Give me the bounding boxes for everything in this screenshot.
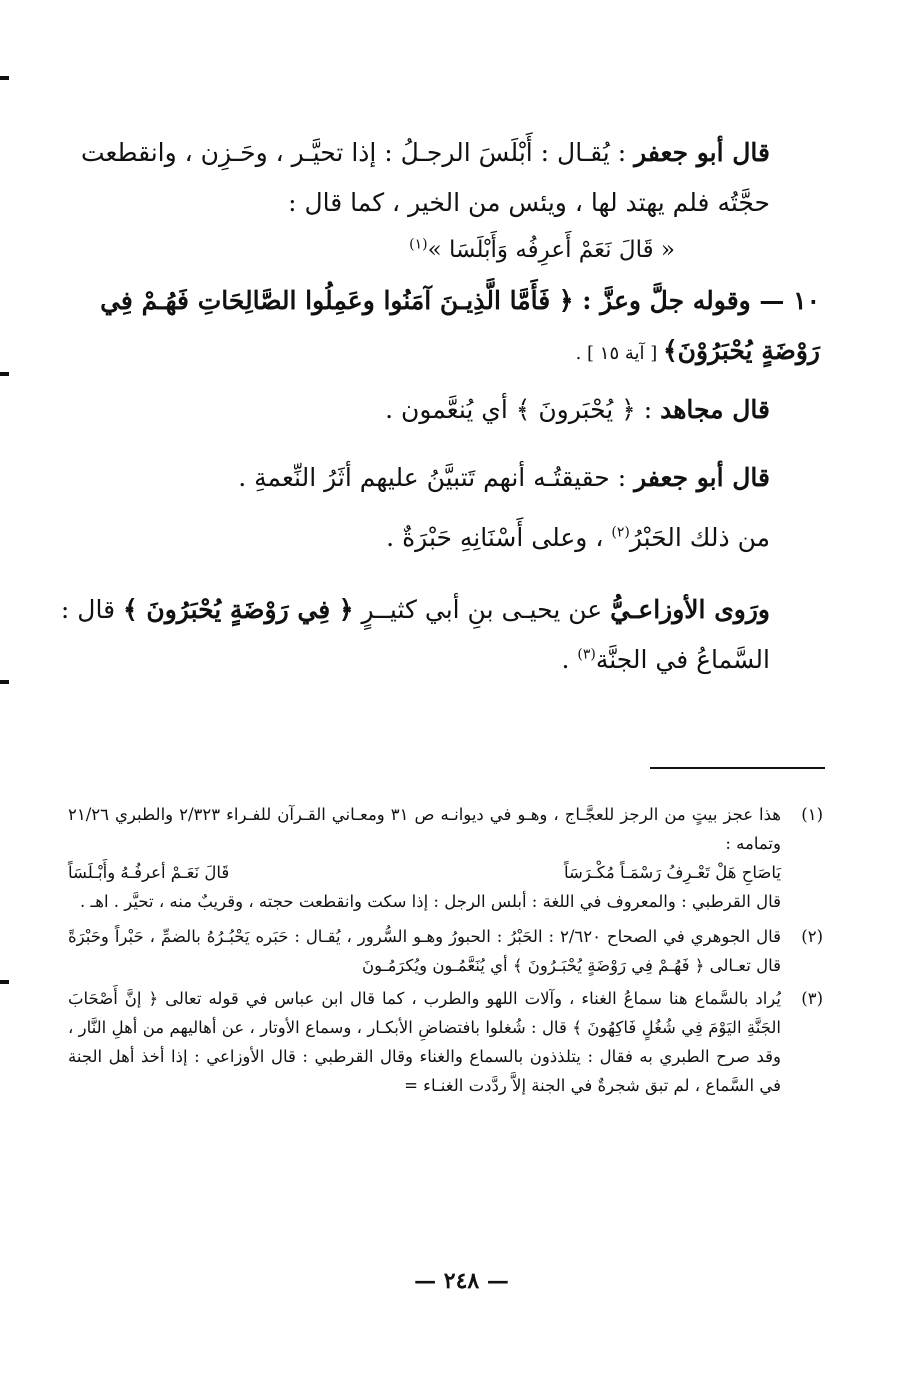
verse-lead: ١٠ — وقوله جلَّ وعزَّ : [573,286,820,315]
paragraph-5 [60,513,820,563]
edge-mark [0,76,9,80]
verse-hemistich-left: قَالَ نَعَـمْ أعرفُـهُ وأَبْـلَسَاً [68,863,230,882]
paragraph-text: : ﴿ يُحْبَرونَ ﴾ أي يُنعَّمون . [385,395,661,424]
quran-quote: ﴿ فَأَمَّا الَّذِيـنَ آمَنُوا وعَمِلُوا الصَّالِحَاتِ فَهُـمْ فِي رَوْضَةٍ يُحْبَرُوْنَ﴾ [100,286,820,365]
footnote-text: هذا عجز بيتٍ من الرجز للعجَّـاج ، وهـو في ديوانـه ص ٣١ ومعـاني القـرآن للفـراء ٢/٣٢٣ والطبري ٢١/٢٦ وتمامه : [68,805,781,853]
main-text [60,128,820,685]
paragraph-4 [60,453,820,503]
paragraph-text: : يُقـال : أَبْلَسَ الرجـلُ : إذا تحيَّـر ، وحَـزِن ، وانقطعت حجَّتُه فلم يهتد لها ، ويئس من الخير ، كما قال : [80,138,770,217]
footnote-text: يُراد بالسَّماع هنا سماعُ الغناء ، وآلات اللهو والطرب ، كما قال ابن عباس في قوله تعالى ﴿ إنَّ أَصْحَابَ الجَنَّةِ اليَوْمَ فِي شُغُلٍ فَاكِهُونَ ﴾ قال : شُغلوا بافتضاضِ الأبكـار ، وسماع الأوتار ، عن أهاليهم من أهلِ النَّار ، وقد صرح الطبري به فقال : يتلذذون بالسماع والغناء وقال القرطبي : قال الأوزاعي : إذا أخذ أهل الجنة في السَّماع ، لم تبق شجرةٌ في الجنة إلاَّ ردَّدت الغنـاء = [68,989,781,1095]
footnotes [68,800,823,1100]
paragraph-text: قال : السَّماعُ في الجنَّة [60,595,770,674]
edge-mark [0,372,9,376]
ayah-reference: [ آية ١٥ ] . [575,343,663,364]
verse-text: « قَالَ نَعَمْ أَعرِفُه وَأَبْلَسَا » [427,237,675,263]
edge-mark [0,980,9,984]
paragraph-2 [60,276,820,379]
footnote-ref: (٢) [611,524,630,541]
footnote-body [68,800,781,916]
speaker-name: قال أبو جعفر [634,138,770,167]
footnote-text: قال الجوهري في الصحاح ٢/٦٢٠ : الحَبْرُ : الحبورُ وهـو السُّرور ، يُقـال : حَبَره يَحْبُـرُهُ بالضمِّ ، حَبْراً وحَبْرَةً قال تعـالى ﴿ فَهُـمْ فِي رَوْضَةٍ يُحْبَـرُونَ ﴾ أي يُنَعَّمُـون ويُكرَمُـونَ [68,927,781,975]
quran-quote: ﴿ فِي رَوْضَةٍ يُحْبَرُونَ ﴾ [122,595,354,624]
paragraph-text: من ذلك الحَبْرُ [629,523,770,552]
footnote-separator [650,767,825,769]
speaker-name: قال مجاهد [660,395,770,424]
speaker-name: قال أبو جعفر [634,463,770,492]
verse-hemistich-right: يَاصَاحِ هَلْ تَعْـرِفُ رَسْمَـاً مُكْـرَسَاً [563,863,781,882]
footnote-number: (١) [801,805,823,824]
footnote-verse [68,858,781,887]
paragraph-text: . [561,645,578,674]
paragraph-text: : حقيقتُـه أنهم تَتبيَّنُ عليهم أثَرُ النِّعمةِ . [238,463,635,492]
footnote-ref: (١) [409,236,428,253]
paragraph-text: عن يحيـى بنِ أبي كثيــرٍ [353,595,611,624]
paragraph-text: ، وعلى أَسْنَانِهِ حَبْرَةٌ . [386,523,612,552]
paragraph-6 [60,585,820,685]
footnote-2 [68,922,823,980]
edge-mark [0,680,9,684]
footnote-number: (٢) [801,927,823,946]
footnote-text: قال القرطبي : والمعروف في اللغة : أبلس الرجل : إذا سكت وانقطعت حجته ، وقريبٌ منه ، تحيَّر . اهـ . [79,892,781,911]
footnote-number: (٣) [801,989,823,1008]
paragraph-3 [60,385,820,435]
narrator-name: ورَوى الأوزاعـيُّ [610,595,770,624]
page-number: — ٢٤٨ — [414,1268,509,1294]
verse-line [60,228,820,272]
footnote-3 [68,984,823,1100]
footnote-1 [68,800,823,916]
paragraph-1 [60,128,820,228]
footnote-ref: (٣) [577,646,596,663]
